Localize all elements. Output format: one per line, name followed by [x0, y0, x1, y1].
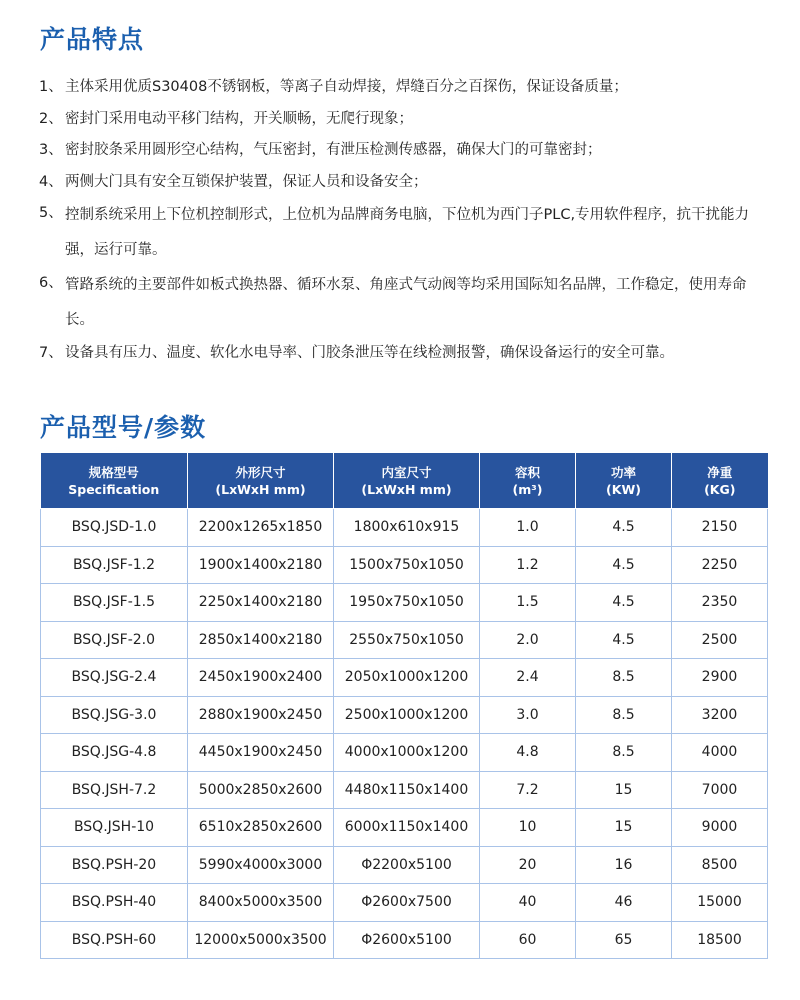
feature-item [39, 198, 759, 268]
column-header-unit: Specification [68, 481, 160, 497]
table-cell: BSQ.PSH-60 [41, 921, 188, 959]
column-header-label: 内室尺寸 [381, 464, 432, 480]
table-cell: 7.2 [480, 771, 576, 809]
table-cell: 2050x1000x1200 [334, 659, 480, 697]
table-row [41, 809, 768, 847]
table-cell: 4.5 [576, 584, 672, 622]
table-cell: 1.5 [480, 584, 576, 622]
table-cell: 4.8 [480, 734, 576, 772]
features-list [39, 72, 759, 370]
table-cell: BSQ.JSG-3.0 [41, 696, 188, 734]
feature-text: 密封胶条采用圆形空心结构，气压密封，有泄压检测传感器，确保大门的可靠密封； [65, 142, 602, 158]
features-title: 产品特点 [40, 25, 145, 54]
table-cell: 15000 [672, 884, 768, 922]
table-row [41, 509, 768, 547]
table-cell: 4.5 [576, 546, 672, 584]
table-cell: Φ2200x5100 [334, 846, 480, 884]
feature-item [39, 268, 759, 338]
table-cell: BSQ.JSG-4.8 [41, 734, 188, 772]
table-cell: 8400x5000x3500 [188, 884, 334, 922]
table-cell: Φ2600x7500 [334, 884, 480, 922]
table-cell: 10 [480, 809, 576, 847]
column-header-unit: (LxWxH mm) [215, 481, 306, 497]
column-header-label: 功率 [610, 464, 636, 480]
table-cell: 4480x1150x1400 [334, 771, 480, 809]
table-row [41, 884, 768, 922]
table-cell: 8.5 [576, 659, 672, 697]
specs-title: 产品型号/参数 [40, 413, 207, 442]
table-cell: BSQ.PSH-20 [41, 846, 188, 884]
table-cell: BSQ.PSH-40 [41, 884, 188, 922]
column-header-label: 净重 [707, 464, 733, 480]
table-cell: 2500 [672, 621, 768, 659]
table-row [41, 621, 768, 659]
table-cell: 2250 [672, 546, 768, 584]
table-cell: 2500x1000x1200 [334, 696, 480, 734]
feature-item [39, 167, 759, 199]
table-cell: BSQ.JSH-10 [41, 809, 188, 847]
specs-table-body [41, 509, 768, 959]
table-cell: 2880x1900x2450 [188, 696, 334, 734]
table-cell: 18500 [672, 921, 768, 959]
table-cell: BSQ.JSF-2.0 [41, 621, 188, 659]
feature-number: 5、 [39, 205, 63, 221]
table-cell: 5000x2850x2600 [188, 771, 334, 809]
table-cell: 2.0 [480, 621, 576, 659]
table-cell: 1.0 [480, 509, 576, 547]
table-cell: 9000 [672, 809, 768, 847]
table-cell: 3.0 [480, 696, 576, 734]
table-cell: BSQ.JSF-1.5 [41, 584, 188, 622]
table-row [41, 659, 768, 697]
column-header [576, 453, 672, 509]
table-cell: 1950x750x1050 [334, 584, 480, 622]
table-row [41, 846, 768, 884]
table-cell: 8.5 [576, 696, 672, 734]
table-cell: 20 [480, 846, 576, 884]
table-cell: 4000x1000x1200 [334, 734, 480, 772]
feature-number: 6、 [39, 275, 63, 291]
column-header [672, 453, 768, 509]
table-cell: BSQ.JSH-7.2 [41, 771, 188, 809]
table-cell: 65 [576, 921, 672, 959]
feature-item [39, 135, 759, 167]
table-cell: BSQ.JSG-2.4 [41, 659, 188, 697]
column-header-label: 规格型号 [88, 464, 139, 480]
table-row [41, 734, 768, 772]
column-header [41, 453, 188, 509]
table-cell: 2250x1400x2180 [188, 584, 334, 622]
table-row [41, 546, 768, 584]
table-cell: 16 [576, 846, 672, 884]
table-cell: 6000x1150x1400 [334, 809, 480, 847]
table-cell: 60 [480, 921, 576, 959]
feature-item [39, 72, 759, 104]
feature-number: 2、 [39, 110, 63, 127]
table-cell: BSQ.JSF-1.2 [41, 546, 188, 584]
feature-number: 7、 [39, 345, 63, 361]
table-cell: 4450x1900x2450 [188, 734, 334, 772]
specs-table-header [41, 453, 768, 509]
table-cell: 2200x1265x1850 [188, 509, 334, 547]
table-cell: 7000 [672, 771, 768, 809]
table-cell: 2850x1400x2180 [188, 621, 334, 659]
column-header [188, 453, 334, 509]
feature-text: 设备具有压力、温度、软化水电导率、门胶条泄压等在线检测报警，确保设备运行的安全可靠。 [65, 345, 674, 361]
table-cell: 2550x750x1050 [334, 621, 480, 659]
column-header-unit: (m³) [512, 481, 543, 497]
table-cell: 1.2 [480, 546, 576, 584]
table-cell: 12000x5000x3500 [188, 921, 334, 959]
feature-number: 1、 [39, 79, 63, 95]
table-cell: 8.5 [576, 734, 672, 772]
feature-number: 4、 [39, 173, 63, 190]
table-row [41, 921, 768, 959]
column-header-unit: (KG) [704, 481, 736, 497]
column-header [480, 453, 576, 509]
feature-text: 主体采用优质S30408不锈钢板，等离子自动焊接，焊缝百分之百探伤，保证设备质量； [65, 79, 628, 95]
table-row [41, 584, 768, 622]
table-cell: 2350 [672, 584, 768, 622]
feature-text: 两侧大门具有安全互锁保护装置，保证人员和设备安全； [65, 173, 428, 190]
table-cell: 1800x610x915 [334, 509, 480, 547]
table-cell: Φ2600x5100 [334, 921, 480, 959]
column-header-label: 容积 [514, 464, 540, 480]
table-row [41, 696, 768, 734]
table-cell: 4.5 [576, 509, 672, 547]
header-row [41, 453, 768, 509]
table-cell: 15 [576, 809, 672, 847]
column-header-unit: (LxWxH mm) [361, 481, 452, 497]
feature-number: 3、 [39, 142, 63, 158]
column-header [334, 453, 480, 509]
feature-text: 管路系统的主要部件如板式换热器、循环水泵、角座式气动阀等均采用国际知名品牌，工作稳定，使用寿命长。 [65, 277, 747, 328]
table-cell: 2900 [672, 659, 768, 697]
column-header-unit: (KW) [606, 481, 641, 497]
table-cell: 1500x750x1050 [334, 546, 480, 584]
table-cell: 8500 [672, 846, 768, 884]
table-cell: BSQ.JSD-1.0 [41, 509, 188, 547]
table-cell: 40 [480, 884, 576, 922]
table-cell: 2450x1900x2400 [188, 659, 334, 697]
table-cell: 15 [576, 771, 672, 809]
table-cell: 3200 [672, 696, 768, 734]
table-cell: 5990x4000x3000 [188, 846, 334, 884]
feature-text: 密封门采用电动平移门结构，开关顺畅，无爬行现象； [65, 110, 413, 127]
table-cell: 46 [576, 884, 672, 922]
table-cell: 2150 [672, 509, 768, 547]
feature-item [39, 104, 759, 136]
table-row [41, 771, 768, 809]
feature-text: 控制系统采用上下位机控制形式，上位机为品牌商务电脑，下位机为西门子PLC,专用软件程序，抗干扰能力强，运行可靠。 [65, 207, 750, 258]
table-cell: 6510x2850x2600 [188, 809, 334, 847]
table-cell: 2.4 [480, 659, 576, 697]
table-cell: 1900x1400x2180 [188, 546, 334, 584]
specs-table [40, 453, 768, 959]
column-header-label: 外形尺寸 [235, 464, 286, 480]
table-cell: 4.5 [576, 621, 672, 659]
feature-item [39, 338, 759, 370]
table-cell: 4000 [672, 734, 768, 772]
